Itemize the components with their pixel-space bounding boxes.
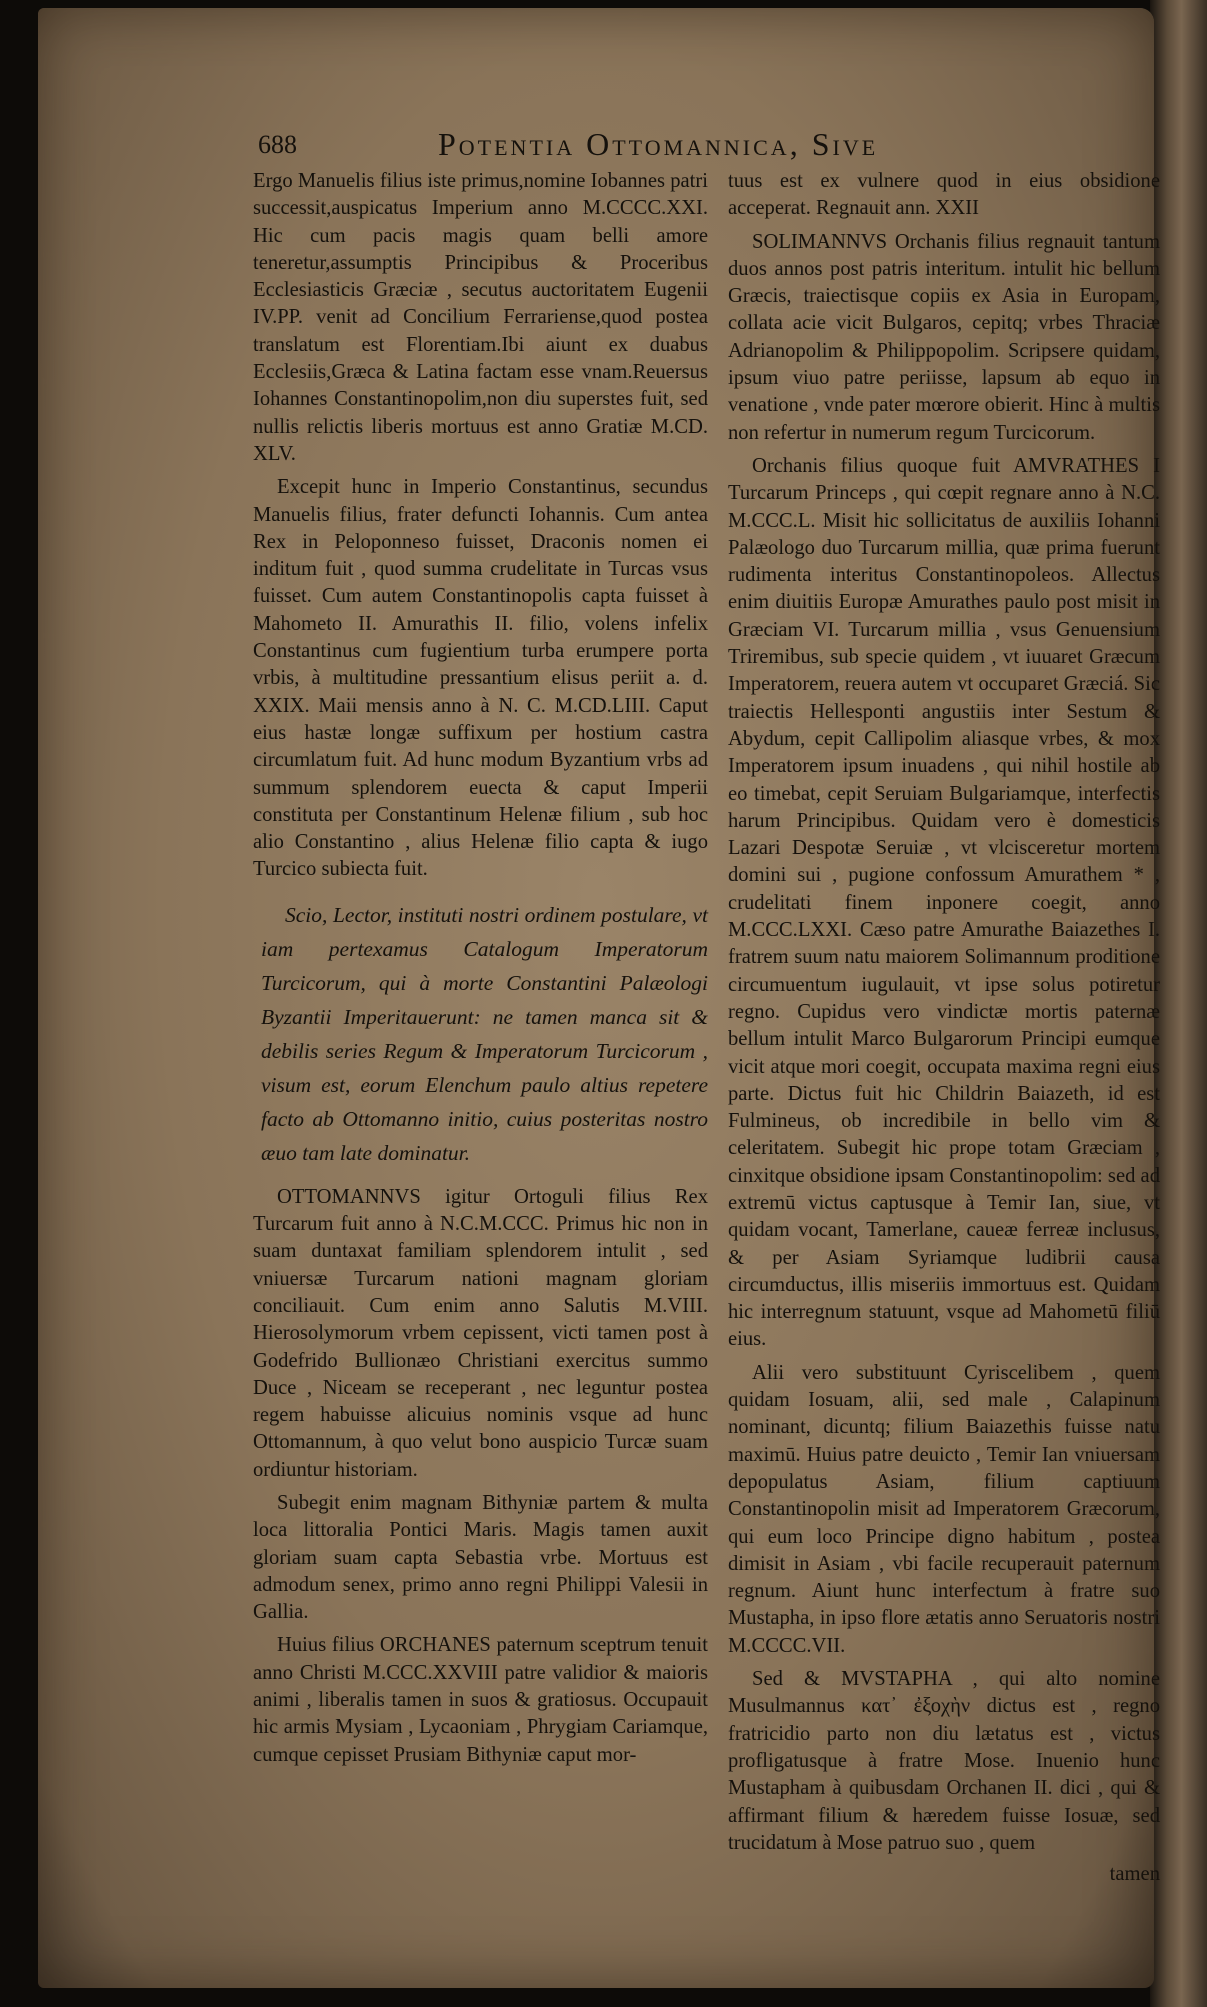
catchword: tamen (1109, 1863, 1160, 1886)
paragraph-amurathes: Orchanis filius quoque fuit AMVRATHES I Turcarum Princeps , qui cœpit regnare anno à N.C. M.CCC.L. Misit hic sollicitatus de auxiliis Iohanni Palæologo duo Turcarum millia, quæ prima fuerunt rudimenta interitus Constantinopoleos. Allectus enim diuitiis Europæ Amurathes paulo post misit in Græciam VI. Turcarum millia , vsus Genuensium Triremibus, sub specie quidem , vt iuuaret Græcum Imperatorem, reuera autem vt occuparet Græciá. Sic traiectis Hellesponti angustiis inter Sestum & Abydum, cepit Callipolim aliasque vrbes, & mox Imperatorem ipsum inuadens , qui nihil hostile ab eo timebat, cepit Seruiam Bulgariamque, interfectis harum Principibus. Quidam vero è domesticis Lazari Despotæ Seruiæ , vt vlcisceretur mortem domini sui , pugione confossum Amurathem * , crudelitati finem inponere coegit, anno M.CCC.LXXI. Cæso patre Amurathe Baiazethes I. fratrem suum natu maiorem Solimannum proditione circumuentum iugulauit, vt ipse solus potiretur regno. Cupidus vero vindictæ mortis paternæ bellum intulit Marco Bulgarorum Principi eumque vicit atque mori coegit, occupata maxima regni eius parte. Dictus fuit hic Childrin Baiazeth, id est Fulmineus, ob incredibile in bello vim & celeritatem. Subegit hic prope totam Græciam , cinxitque obsidione ipsam Constantinopolim: sed ad extremū victus captusque à Temir Ian, siue, vt quidam vocant, Tamerlane, caueæ ferreæ inclusus, & per Asiam Syriamque ludibrii causa circumductus, illis miseriis immortuus est. Quidam hic interregnum statuunt, vsque ad Mahometū filiū eius. (728, 454, 1160, 1351)
paragraph-bithynia: Subegit enim magnam Bithyniæ partem & multa loca littoralia Pontici Maris. Magis tamen auxit gloriam suam capta Sebastia vrbe. Mortuus est admodum senex, primo anno regni Philippi Valesii in Gallia. (253, 1491, 708, 1624)
paragraph-constantinus: Excepit hunc in Imperio Constantinus, secundus Manuelis filius, frater defuncti Iohannis. Cum antea Rex in Peloponneso fuisset, Draconis nomen ei inditum fuit , quod summa crudelitate in Turcas vsus fuisset. Cum autem Constantinopolis capta fuisset à Mahometo II. Amurathis II. filio, volens infelix Constantinus cum fugientium turba erumpere porta vrbis, à multitudine pressantium elisus periit a. d. XXIX. Maii mensis anno à N. C. M.CD.LIII. Caput eius hastæ longæ suffixum per hostium castra circumlatum fuit. Ad hunc modum Byzantium vrbs ad summum splendorem euecta & caput Imperii constituta per Constantinum Helenæ filium , sub hoc alio Constantino , alius Helenæ filio capta & iugo Turcico subiecta fuit. (253, 476, 708, 881)
paragraph-cyriscelibes: Alii vero substituunt Cyriscelibem , quem quidam Iosuam, alii, sed male , Calapinum nominant, dicuntq; filium Baiazethis fuisse natu maximū. Huius patre deuicto , Temir Ian vniuersam depopulatus Asiam, filium captiuum Constantinopolin misit ad Imperatorem Græcorum, qui eum loco Principe digno habitum , postea dimisit in Asiam , vbi facile recuperauit paternum regnum. Aiunt hunc interfectum à fratre suo Mustapha, in ipso flore ætatis anno Seruatoris nostri M.CCCC.VII. (728, 1361, 1160, 1657)
book-page (38, 8, 1160, 1988)
right-column (728, 168, 1160, 1888)
paragraph-ottomannus: OTTOMANNVS igitur Ortoguli filius Rex Turcarum fuit anno à N.C.M.CCC. Primus hic non in suam duntaxat familiam splendorem intulit , sed vniuersæ Turcarum nationi magnam gloriam conciliauit. Cum enim anno Salutis M.VIII. Hierosolymorum vrbem cepissent, victi tamen post à Godefrido Bullionæo Christiani exercitus summo Duce , Niceam se receperant , nec leguntur postea regem habuisse alicuius nominis vsque ad hunc Ottomannum, à quo velut bono auspicio Turcæ suam ordiuntur historiam. (253, 1185, 708, 1481)
paragraph-note-to-reader: Scio, Lector, instituti nostri ordinem postulare, vt iam pertexamus Catalogum Imperatorum Turcicorum, qui à morte Constantini Palæologi Byzantii Imperitauerunt: ne tamen manca sit & debilis series Regum & Imperatorum Turcicorum , visum est, eorum Elenchum paulo altius repetere facto ab Ottomanno initio, cuius posteritas nostro æuo tam late dominatur. (261, 902, 708, 1165)
running-head: Potentia Ottomannica, Sive (438, 126, 879, 162)
paragraph-mustapha: Sed & MVSTAPHA , qui alto nomine Musulmannus κατ᾽ ἐξοχὴν dictus est , regno fratricidio parto non diu lætatus est , victus profligatusque à fratre Mose. Inuenio hunc Mustapham à quibusdam Orchanen II. dici , qui & affirmant filium & hæredem fuisse Iosuæ, sed trucidatum à Mose patruo suo , quem (728, 1668, 1160, 1854)
page-number: 688 (258, 130, 297, 159)
paragraph-manuel-son: Ergo Manuelis filius iste primus,nomine Iobannes patri successit,auspicatus Imperium anno M.CCCC.XXI. Hic cum pacis magis quam belli amore teneretur,assumptis Principibus & Proceribus Ecclesiasticis Græciæ , secutus auctoritatem Eugenii IV.PP. venit ad Concilium Ferrariense,quod postea translatum est Florentiam.Ibi aiunt ex duabus Ecclesiis,Græca & Latina factam esse vnam.Reuersus Iohannes Constantinopolim,non diu superstes fuit, sed nullis relictis liberis mortuus est anno Gratiæ M.CD. XLV. (253, 170, 708, 465)
paragraph-solimannus: SOLIMANNVS Orchanis filius regnauit tantum duos annos post patris interitum. intulit hic bellum Græcis, traiectisque copiis ex Asia in Europam, collata acie vicit Bulgaros, cepitq; vrbes Thraciæ Adrianopolim & Philippopolim. Scripsere quidam, ipsum viuo patre periisse, lapsum ab equo in venatione , vnde pater mœrore obierit. Hinc à multis non refertur in numerum regum Turcicorum. (728, 230, 1160, 444)
left-column (253, 168, 708, 1775)
paragraph-orchanes: Huius filius ORCHANES paternum sceptrum tenuit anno Christi M.CCC.XXVIII patre validior & maioris animi , liberalis tamen in suos & gratiosus. Occupauit hic armis Mysiam , Lycaoniam , Phrygiam Cariamque, cumque cepisset Prusiam Bithyniæ caput mor- (253, 1634, 708, 1766)
page-header (258, 126, 1018, 166)
paragraph-continuation: tuus est ex vulnere quod in eius obsidione acceperat. Regnauit ann. XXII (728, 170, 1160, 220)
